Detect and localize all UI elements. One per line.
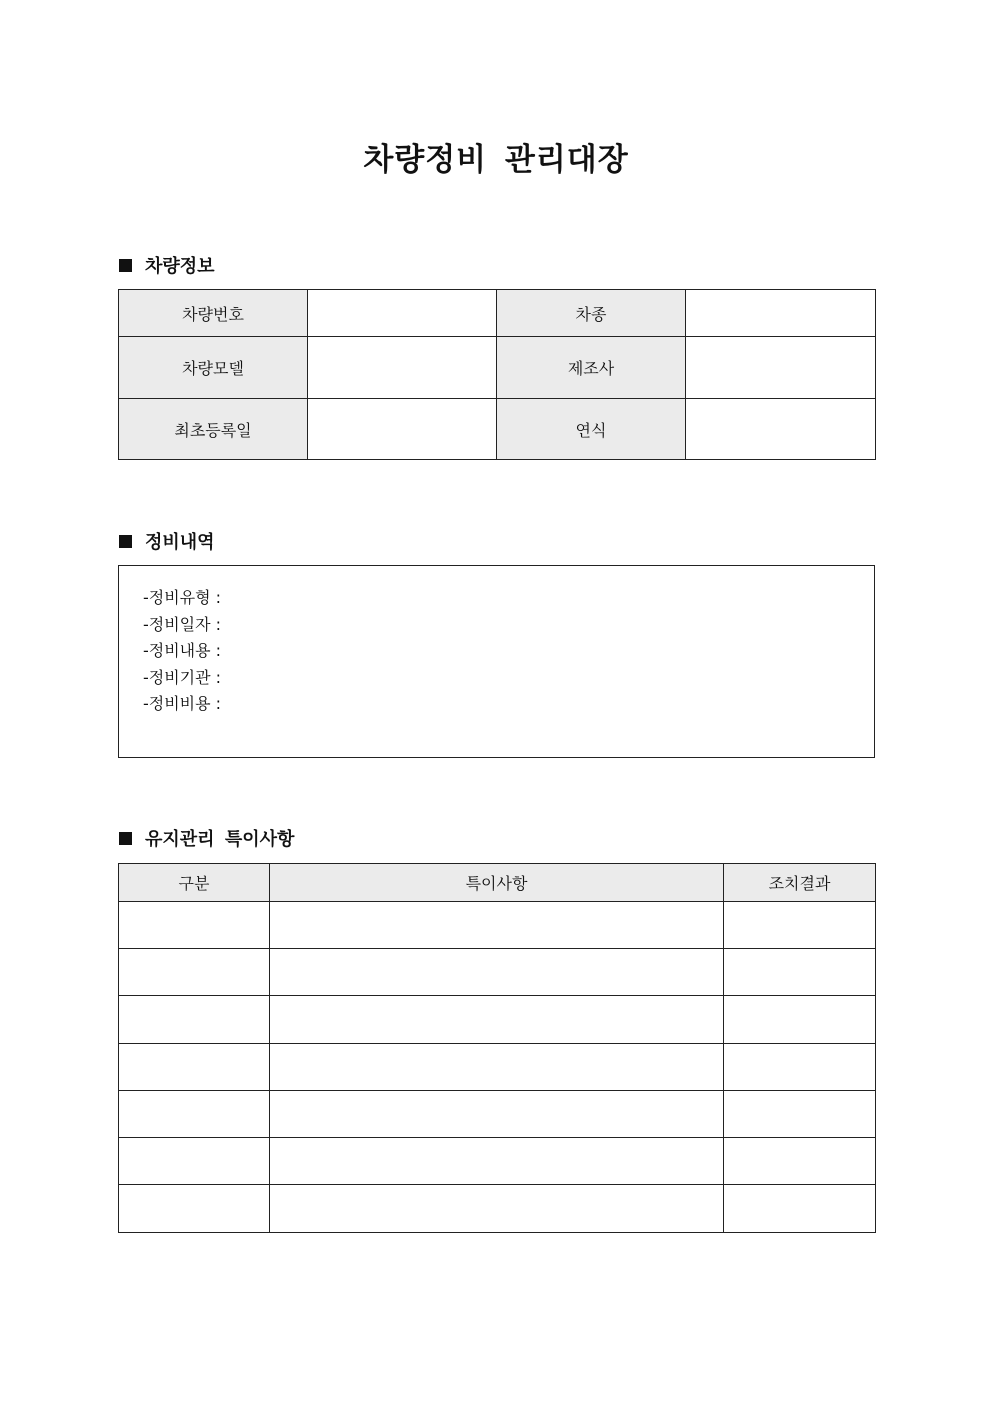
table-cell[interactable] bbox=[119, 1091, 270, 1138]
table-cell[interactable] bbox=[724, 996, 876, 1044]
maintenance-item-agency: -정비기관 : bbox=[143, 667, 222, 687]
table-cell[interactable] bbox=[724, 1091, 876, 1138]
table-cell[interactable] bbox=[270, 949, 724, 996]
section-heading-label: 유지관리 특이사항 bbox=[145, 829, 295, 850]
column-header-notes: 특이사항 bbox=[270, 864, 724, 902]
section-heading-vehicle-info bbox=[119, 253, 215, 277]
table-cell[interactable] bbox=[270, 1091, 724, 1138]
table-cell[interactable] bbox=[270, 1185, 724, 1233]
field-label-first-registration: 최초등록일 bbox=[119, 399, 308, 460]
table-row bbox=[119, 1138, 876, 1185]
column-header-action-result: 조치결과 bbox=[724, 864, 876, 902]
table-row bbox=[119, 1091, 876, 1138]
field-value-vehicle-type[interactable] bbox=[686, 290, 876, 337]
table-cell[interactable] bbox=[724, 949, 876, 996]
column-header-category: 구분 bbox=[119, 864, 270, 902]
table-cell[interactable] bbox=[270, 902, 724, 949]
table-cell[interactable] bbox=[119, 1138, 270, 1185]
notes-table bbox=[118, 863, 876, 1233]
table-row bbox=[119, 902, 876, 949]
page-title: 차량정비 관리대장 bbox=[363, 142, 629, 178]
square-bullet-icon bbox=[119, 832, 132, 845]
table-row bbox=[119, 1185, 876, 1233]
vehicle-info-row bbox=[119, 399, 876, 460]
section-heading-maintenance bbox=[119, 529, 215, 553]
square-bullet-icon bbox=[119, 259, 132, 272]
field-value-vehicle-number[interactable] bbox=[308, 290, 497, 337]
table-cell[interactable] bbox=[724, 1185, 876, 1233]
table-cell[interactable] bbox=[119, 1044, 270, 1091]
maintenance-details-box[interactable] bbox=[118, 565, 875, 758]
table-cell[interactable] bbox=[270, 1138, 724, 1185]
vehicle-info-row bbox=[119, 337, 876, 399]
vehicle-info-row bbox=[119, 290, 876, 337]
table-cell[interactable] bbox=[270, 1044, 724, 1091]
vehicle-info-table bbox=[118, 289, 876, 460]
table-cell[interactable] bbox=[119, 1185, 270, 1233]
field-label-vehicle-number: 차량번호 bbox=[119, 290, 308, 337]
field-label-model-year: 연식 bbox=[497, 399, 686, 460]
table-cell[interactable] bbox=[724, 1138, 876, 1185]
field-value-vehicle-model[interactable] bbox=[308, 337, 497, 399]
maintenance-item-cost: -정비비용 : bbox=[143, 694, 222, 714]
table-cell[interactable] bbox=[119, 902, 270, 949]
maintenance-item-date: -정비일자 : bbox=[143, 614, 222, 634]
notes-header-row bbox=[119, 864, 876, 902]
table-row bbox=[119, 996, 876, 1044]
table-cell[interactable] bbox=[724, 1044, 876, 1091]
field-label-vehicle-type: 차종 bbox=[497, 290, 686, 337]
field-label-vehicle-model: 차량모델 bbox=[119, 337, 308, 399]
field-label-manufacturer: 제조사 bbox=[497, 337, 686, 399]
maintenance-item-type: -정비유형 : bbox=[143, 588, 222, 607]
table-cell[interactable] bbox=[119, 996, 270, 1044]
section-heading-notes bbox=[119, 826, 294, 850]
field-value-first-registration[interactable] bbox=[308, 399, 497, 460]
table-row bbox=[119, 1044, 876, 1091]
section-heading-label: 차량정보 bbox=[145, 256, 215, 277]
table-row bbox=[119, 949, 876, 996]
table-cell[interactable] bbox=[119, 949, 270, 996]
maintenance-details-list bbox=[119, 566, 874, 718]
square-bullet-icon bbox=[119, 535, 132, 548]
maintenance-item-content: -정비내용 : bbox=[143, 641, 222, 661]
field-value-manufacturer[interactable] bbox=[686, 337, 876, 399]
table-cell[interactable] bbox=[724, 902, 876, 949]
section-heading-label: 정비내역 bbox=[145, 532, 215, 553]
table-cell[interactable] bbox=[270, 996, 724, 1044]
field-value-model-year[interactable] bbox=[686, 399, 876, 460]
